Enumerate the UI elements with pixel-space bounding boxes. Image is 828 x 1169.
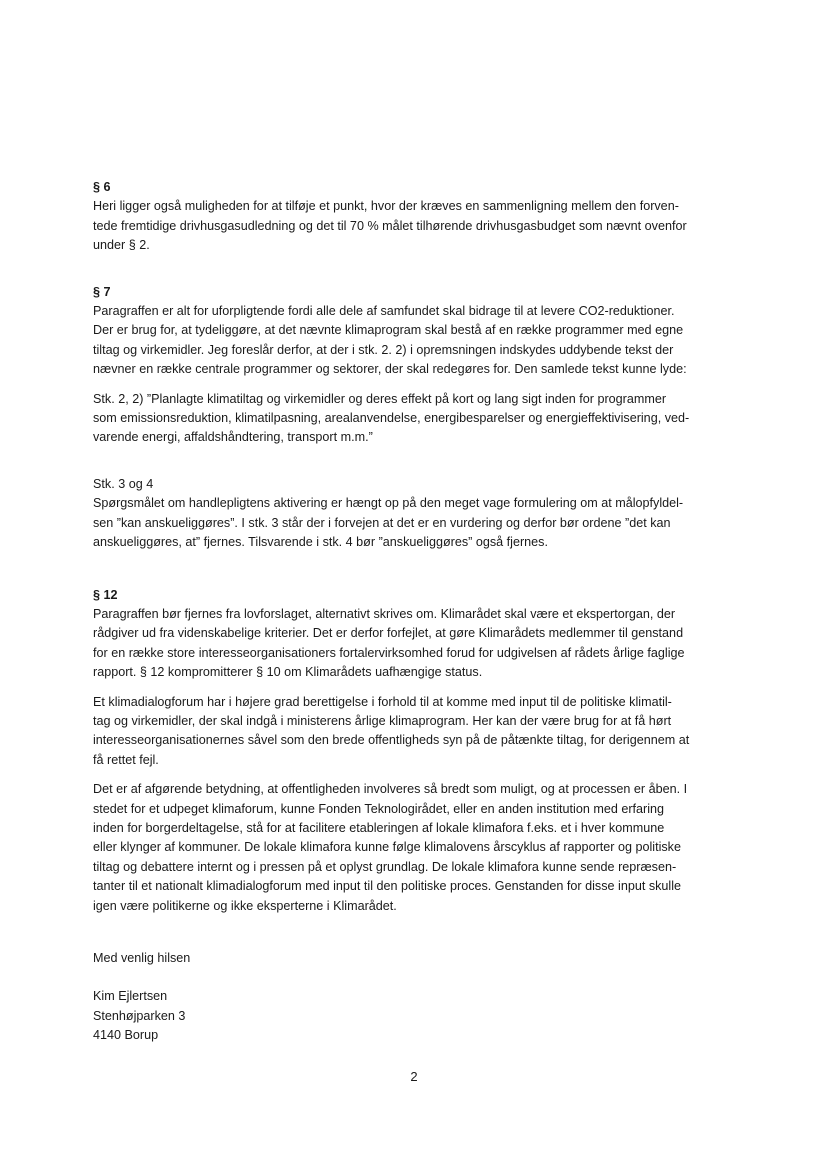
- text-line: varende energi, affaldshåndtering, transport m.m.”: [93, 430, 373, 445]
- address-street: Stenhøjparken 3: [93, 1008, 186, 1023]
- paragraph: [93, 197, 745, 255]
- section-heading: § 12: [93, 587, 118, 602]
- text-line: igen være politikerne og ikke eksperterne i Klimarådet.: [93, 898, 397, 913]
- section-paragraph-7: [93, 283, 745, 448]
- section-paragraph-6: [93, 178, 745, 256]
- paragraph: [93, 494, 745, 552]
- text-line: under § 2.: [93, 238, 150, 253]
- text-line: tanter til et nationalt klimadialogforum med input til den politiske proces. Genstanden for disse input skulle: [93, 879, 682, 894]
- closing-greeting: Med venlig hilsen: [93, 951, 191, 965]
- text-line: Det er af afgørende betydning, at offentligheden involveres så bredt som muligt, og at processen er åben. I: [93, 782, 688, 797]
- text-line: rådgiver ud fra videnskabelige kriterier. Det er derfor forfejlet, at gøre Klimarådets medlemmer til genstand: [93, 626, 684, 641]
- section-heading: § 6: [93, 180, 111, 194]
- text-line: Spørgsmålet om handlepligtens aktivering er hængt op på den meget vage formulering om at målopfyldel-: [93, 496, 684, 511]
- text-line: for en række store interesseorganisationers fortalervirksomhed forud for udgivelsen af rådets årlige faglige: [93, 645, 685, 660]
- letter-body: [93, 178, 745, 1046]
- quoted-proposal: [93, 390, 745, 448]
- paragraph: [93, 302, 745, 380]
- paragraph: [93, 780, 745, 916]
- text-line: Der er brug for, at tydeliggøre, at det nævnte klimaprogram skal bestå af en række programmer med egne: [93, 323, 684, 338]
- section-paragraph-12: [93, 586, 745, 917]
- text-line: få rettet fejl.: [93, 752, 159, 767]
- text-line: sen ”kan anskueliggøres”. I stk. 3 står der i forvejen at det er en vurdering og derfor bør ordene ”det kan: [93, 515, 671, 530]
- section-heading: § 7: [93, 284, 111, 299]
- text-line: stedet for et udpeget klimaforum, kunne Fonden Teknologirådet, eller en anden institution med erfaring: [93, 801, 665, 816]
- text-line: tede fremtidige drivhusgasudledning og det til 70 % målet tilhørende drivhusgasbudget som nævnt ovenfor: [93, 218, 687, 233]
- text-line: tag og virkemidler, der skal indgå i ministerens årlige klimaprogram. Her kan der være brug for at få hørt: [93, 713, 672, 728]
- section-stk-3-4: [93, 475, 745, 553]
- text-line: Et klimadialogforum har i højere grad berettigelse i forhold til at komme med input til de politiske klimatil-: [93, 694, 672, 709]
- section-heading: Stk. 3 og 4: [93, 476, 154, 491]
- text-line: Paragraffen bør fjernes fra lovforslaget, alternativt skrives om. Klimarådet skal være et ekspertorgan, der: [93, 606, 676, 621]
- signatory-name: Kim Ejlertsen: [93, 989, 168, 1004]
- text-line: eller klynger af kommuner. De lokale klimafora kunne følge klimalovens årscyklus af rapporter og politiske: [93, 840, 681, 855]
- text-line: anskueliggøres, at” fjernes. Tilsvarende i stk. 4 bør ”anskueliggøres” også fjernes.: [93, 535, 548, 550]
- text-line: rapport. § 12 kompromitterer § 10 om Klimarådets uafhængige status.: [93, 665, 483, 680]
- closing: [93, 949, 745, 1046]
- paragraph: [93, 693, 745, 771]
- text-line: tiltag og debattere internt og i pressen på et oplyst grundlag. De lokale klimafora kunne sende repræsen-: [93, 859, 677, 874]
- text-line: Stk. 2, 2) ”Planlagte klimatiltag og virkemidler og deres effekt på kort og lang sigt inden for programmer: [93, 391, 667, 406]
- text-line: Paragraffen er alt for uforpligtende fordi alle dele af samfundet skal bidrage til at levere CO2-reduktioner.: [93, 304, 675, 319]
- page-number: 2: [410, 1069, 418, 1084]
- text-line: tiltag og virkemidler. Jeg foreslår derfor, at der i stk. 2. 2) i opremsningen indskydes uddybende tekst der: [93, 342, 674, 357]
- text-line: som emissionsreduktion, klimatilpasning, arealanvendelse, energibesparelser og energieffektivisering, ved-: [93, 411, 690, 426]
- text-line: interesseorganisationernes såvel som den brede offentligheds syn på de påtænkte tiltag, for derigennem at: [93, 733, 690, 748]
- paragraph: [93, 605, 745, 683]
- address-city: 4140 Borup: [93, 1028, 159, 1043]
- text-line: inden for borgerdeltagelse, stå for at facilitere etableringen af lokale klimafora f.eks. et i hver kommune: [93, 820, 665, 835]
- text-line: Heri ligger også muligheden for at tilføje et punkt, hvor der kræves en sammenligning mellem den forven-: [93, 199, 679, 214]
- text-line: nævner en række centrale programmer og sektorer, der skal redegøres for. Den samlede tekst kunne lyde:: [93, 362, 687, 377]
